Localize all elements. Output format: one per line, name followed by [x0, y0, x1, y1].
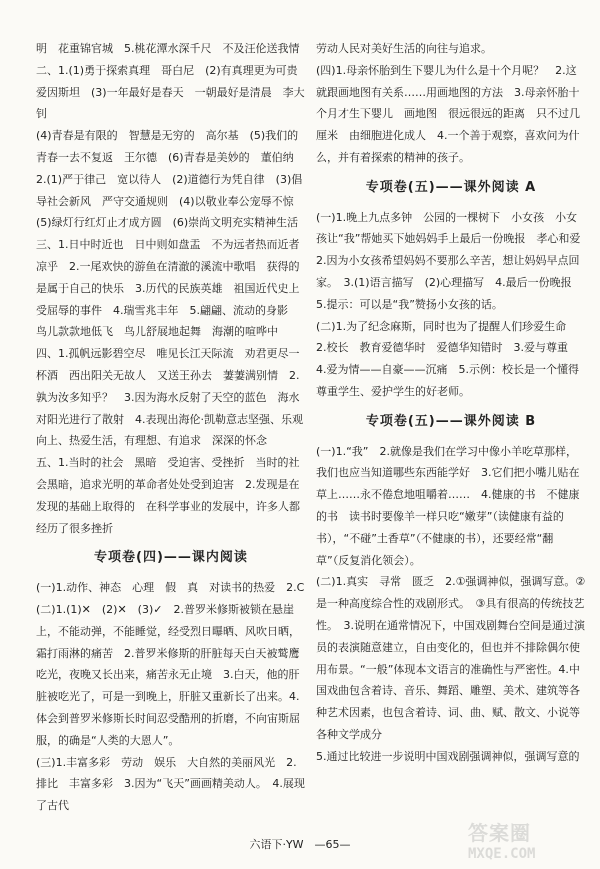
answer-block: 劳动人民对美好生活的向往与追求。 [316, 42, 492, 55]
right-answers-a [316, 207, 586, 403]
answer-block: 二、1.(1)勇于探索真理 哥白尼 (2)有真理更为可贵 爱因斯坦 (3)一年最好是春天 一朝最好是清晨 李大钊 [36, 63, 309, 121]
left-answers [36, 38, 309, 539]
answer-block: (二)1.真实 寻常 匮乏 2.①强调神似，强调写意。②是一种高度综合性的戏剧形式。 ③具有很高的传统技艺性。 3.说明在通常情况下，中国戏剧舞台空间是通过演员的表演随意建立，自由变化的，但也并不排除偶尔使用布景。“一般”体现本文语言的准确性与严密性。4.中国戏曲包含着诗、音乐、舞蹈、雕塑、美术、建筑等各种艺术因素，也包含着诗、词、曲、赋、散文、小说等各种文学成分 [316, 575, 586, 741]
answer-block: (一)1.“我” 2.就像是我们在学习中像小羊吃草那样，我们也应当知道哪些东西能学好 3.它们把小嘴儿贴在草上……永不倦怠地咀嚼着…… 4.健康的书 不健康的书 读书时要像羊一样只吃“嫩芽”（读健康有益的书），“不碰”土香草”（不健康的书），还要经常“翻草”（反复消化领会）。 [316, 444, 580, 567]
answer-block: 明 花重锦官城 5.桃花潭水深千尺 不及汪伦送我情 [36, 42, 300, 55]
section-heading-5a: 专项卷(五)——课外阅读 A [365, 179, 537, 195]
answer-block: (三)1.丰富多彩 劳动 娱乐 大自然的美丽风光 2.排比 丰富多彩 3.因为“飞天”画画精美动人。 4.展现了古代 [36, 755, 305, 813]
left-column [36, 38, 309, 817]
answer-block: 三、1.日中时近也 日中则如盘盂 不为远者热而近者凉乎 2.一尾欢快的游鱼在清澈的溪流中歌唱 获得的是属于自己的快乐 3.历代的民族英雄 祖国近代史上受屈辱的事件 4.瑞雪兆丰年 5.翩翩、流动的身影 鸟儿款款地低飞 鸟儿舒展地起舞 海潮的喧哗中 [36, 238, 300, 339]
right-answers-before [316, 38, 586, 169]
answer-block: 四、1.孤帆远影碧空尽 唯见长江天际流 劝君更尽一杯酒 西出阳关无故人 又送王孙去 萋萋满别情 2.孰为汝多知乎？ 3.因为海水反射了天空的蓝色 海水对阳光进行了散射 4.表现出海伦·凯勒意志坚强、乐观向上、热爱生活，有理想、有追求 深深的怀念 [36, 347, 303, 448]
answer-block: (4)青春是有限的 智慧是无穷的 高尔基 (5)我们的青春一去不复返 王尔德 (6)青春是美妙的 董伯纳 [36, 129, 299, 164]
answer-block: 五、1.当时的社会 黑暗 受迫害、受挫折 当时的社会黑暗，追求光明的革命者处处受到迫害 2.发现是在发现的基础上取得的 在科学事业的发展中，许多人都经历了很多挫折 [36, 456, 300, 535]
answer-block: 5.通过比较进一步说明中国戏剧强调神似，强调写意的 [316, 749, 580, 763]
answer-block: (二)1.(1)✕ (2)✕ (3)✓ 2.普罗米修斯被锁在悬崖上，不能动弹，不能睡觉，经受烈日曝晒、风吹日晒，霜打雨淋的痛苦 2.普罗米修斯的肝脏每天白天被鹫鹰吃光，夜晚又长出来，痛苦永无止境 3.白天，他的肝脏被吃光了，可是一到晚上，肝脏又重新长了出来。4.体会到普罗米修斯长时间忍受酷刑的折磨，不向宙斯屈服，的确是“人类的大恩人”。 [36, 602, 300, 747]
right-column [316, 38, 586, 768]
section-heading-4: 专项卷(四)——课内阅读 [94, 550, 248, 566]
answer-block: (二)1.为了纪念麻斯，同时也为了提醒人们珍爱生命 2.校长 教育爱德华时 爱德华知错时 3.爱与尊重 4.爱为情——自豪——沉痛 5.示例：校长是一个懂得尊重学生、爱护学生的好老师。 [316, 319, 579, 398]
watermark-logo [468, 817, 578, 861]
answer-block: 5.提示：可以是“我”赞扬小女孩的话。 [316, 297, 503, 311]
right-answers-b [316, 441, 586, 768]
watermark-url: MXQE.COM [468, 846, 536, 862]
watermark-text: 答案圈 [468, 821, 531, 845]
section-heading-5b: 专项卷(五)——课外阅读 B [365, 413, 537, 429]
page-footer: 六语下·YW —65— [249, 838, 351, 851]
left-answers-after [36, 577, 306, 817]
answer-block: (一)1.动作、神态 心理 假 真 对读书的热爱 2.C [36, 581, 305, 595]
answer-block: 2.因为小女孩希望妈妈不要那么辛苦，想让妈妈早点回家。 3.(1)语言描写 (2)心理描写 4.最后一份晚报 [316, 254, 580, 289]
answer-block: 2.(1)严于律己 宽以待人 (2)道德行为凭自律 (3)倡导社会新风 严守交通规则 (4)以敬业奉公宠辱不惊 (5)绿灯行红灯止才成方圆 (6)崇尚文明充实精神生活 [36, 172, 305, 230]
answer-block: (一)1.晚上九点多钟 公园的一棵树下 小女孩 小女孩让“我”帮她买下她妈妈手上最后一份晚报 孝心和爱 [316, 210, 581, 246]
answer-block: (四)1.母亲怀胎到生下婴儿为什么是十个月呢？ 2.这就跟画地图有关系……用画地图的方法 3.母亲怀胎十个月才生下婴儿 画地图 很远很远的距离 只不过几厘米 由细胞进化成人 4.一个善于观察，喜欢问为什么，并有着探索的精神的孩子。 [316, 63, 580, 164]
